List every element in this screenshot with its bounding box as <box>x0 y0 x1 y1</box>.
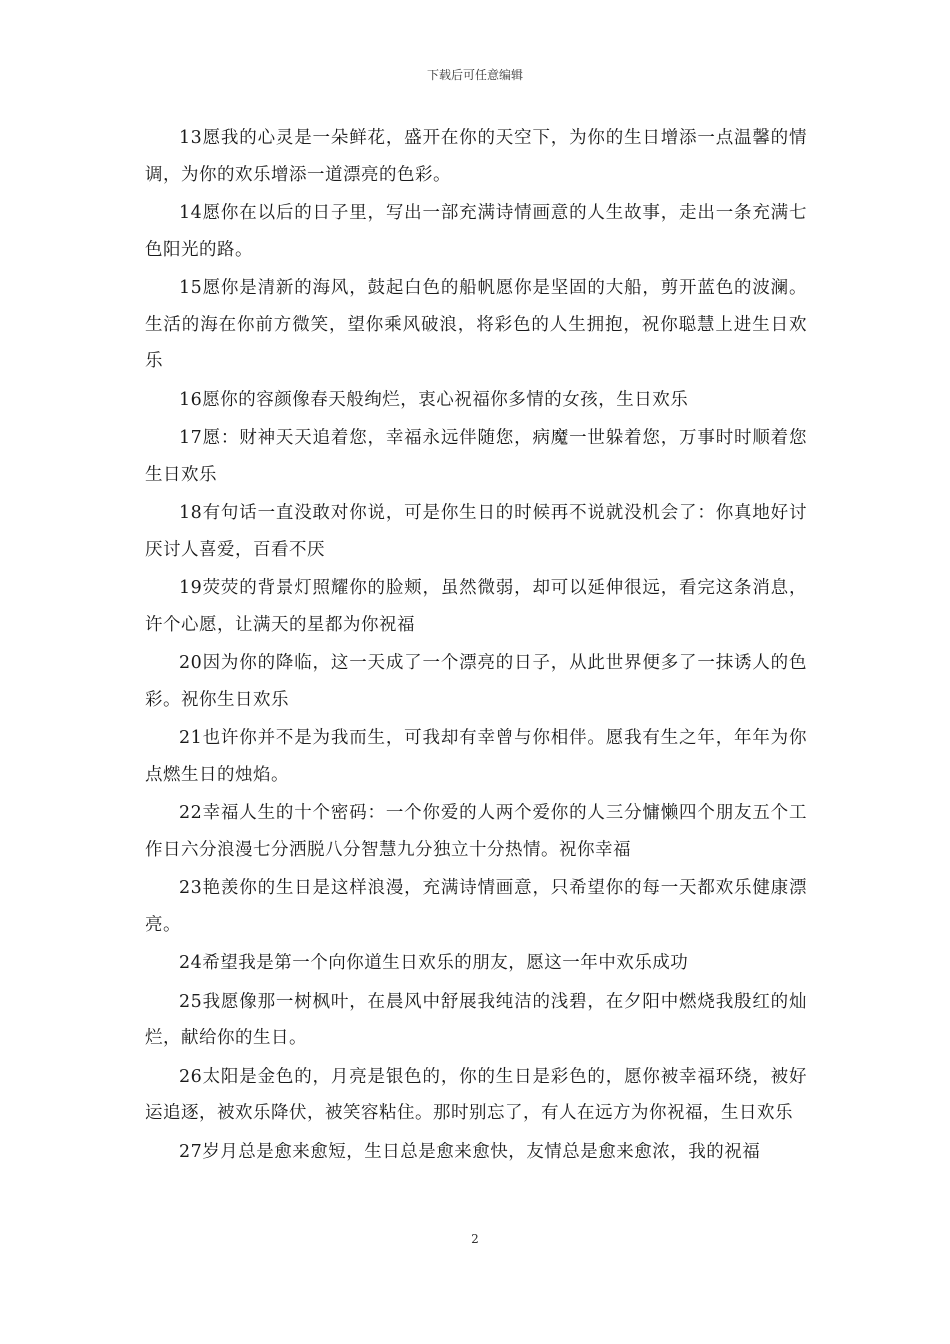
paragraph-15: 15愿你是清新的海风，鼓起白色的船帆愿你是坚固的大船，剪开蓝色的波澜。生活的海在你前方微笑，望你乘风破浪，将彩色的人生拥抱，祝你聪慧上进生日欢乐 <box>145 278 807 371</box>
paragraph-17: 17愿：财神天天追着您，幸福永远伴随您，病魔一世躲着您，万事时时顺着您生日欢乐 <box>145 428 807 485</box>
paragraph-13: 13愿我的心灵是一朵鲜花，盛开在你的天空下，为你的生日增添一点温馨的情调，为你的欢乐增添一道漂亮的色彩。 <box>145 128 807 185</box>
paragraph-24: 24希望我是第一个向你道生日欢乐的朋友，愿这一年中欢乐成功 <box>179 953 689 973</box>
paragraph-25: 25我愿像那一树枫叶，在晨风中舒展我纯洁的浅碧，在夕阳中燃烧我殷红的灿烂，献给你的生日。 <box>145 991 807 1048</box>
page-header: 下载后可任意编辑 <box>426 68 523 82</box>
paragraph-27: 27岁月总是愈来愈短，生日总是愈来愈快，友情总是愈来愈浓，我的祝福 <box>179 1141 761 1162</box>
paragraph-16: 16愿你的容颜像春天般绚烂，衷心祝福你多情的女孩，生日欢乐 <box>179 389 689 410</box>
paragraph-19: 19荧荧的背景灯照耀你的脸颊，虽然微弱，却可以延伸很远，看完这条消息，许个心愿，让满天的星都为你祝福 <box>145 578 807 635</box>
paragraph-23: 23艳羡你的生日是这样浪漫，充满诗情画意，只希望你的每一天都欢乐健康漂亮。 <box>145 878 807 935</box>
paragraph-26: 26太阳是金色的，月亮是银色的，你的生日是彩色的，愿你被幸福环绕，被好运追逐，被欢乐降伏，被笑容粘住。那时别忘了，有人在远方为你祝福，生日欢乐 <box>145 1066 807 1123</box>
document-body <box>145 120 807 1172</box>
paragraph-22: 22幸福人生的十个密码：一个你爱的人两个爱你的人三分慵懒四个朋友五个工作日六分浪漫七分洒脱八分智慧九分独立十分热情。祝你幸福 <box>145 803 807 860</box>
paragraph-14: 14愿你在以后的日子里，写出一部充满诗情画意的人生故事，走出一条充满七色阳光的路。 <box>145 203 807 260</box>
paragraph-20: 20因为你的降临，这一天成了一个漂亮的日子，从此世界便多了一抹诱人的色彩。祝你生日欢乐 <box>145 653 807 710</box>
paragraph-18: 18有句话一直没敢对你说，可是你生日的时候再不说就没机会了：你真地好讨厌讨人喜爱，百看不厌 <box>145 503 807 560</box>
page-number: 2 <box>471 1232 479 1246</box>
paragraph-21: 21也许你并不是为我而生，可我却有幸曾与你相伴。愿我有生之年，年年为你点燃生日的烛焰。 <box>145 728 807 785</box>
